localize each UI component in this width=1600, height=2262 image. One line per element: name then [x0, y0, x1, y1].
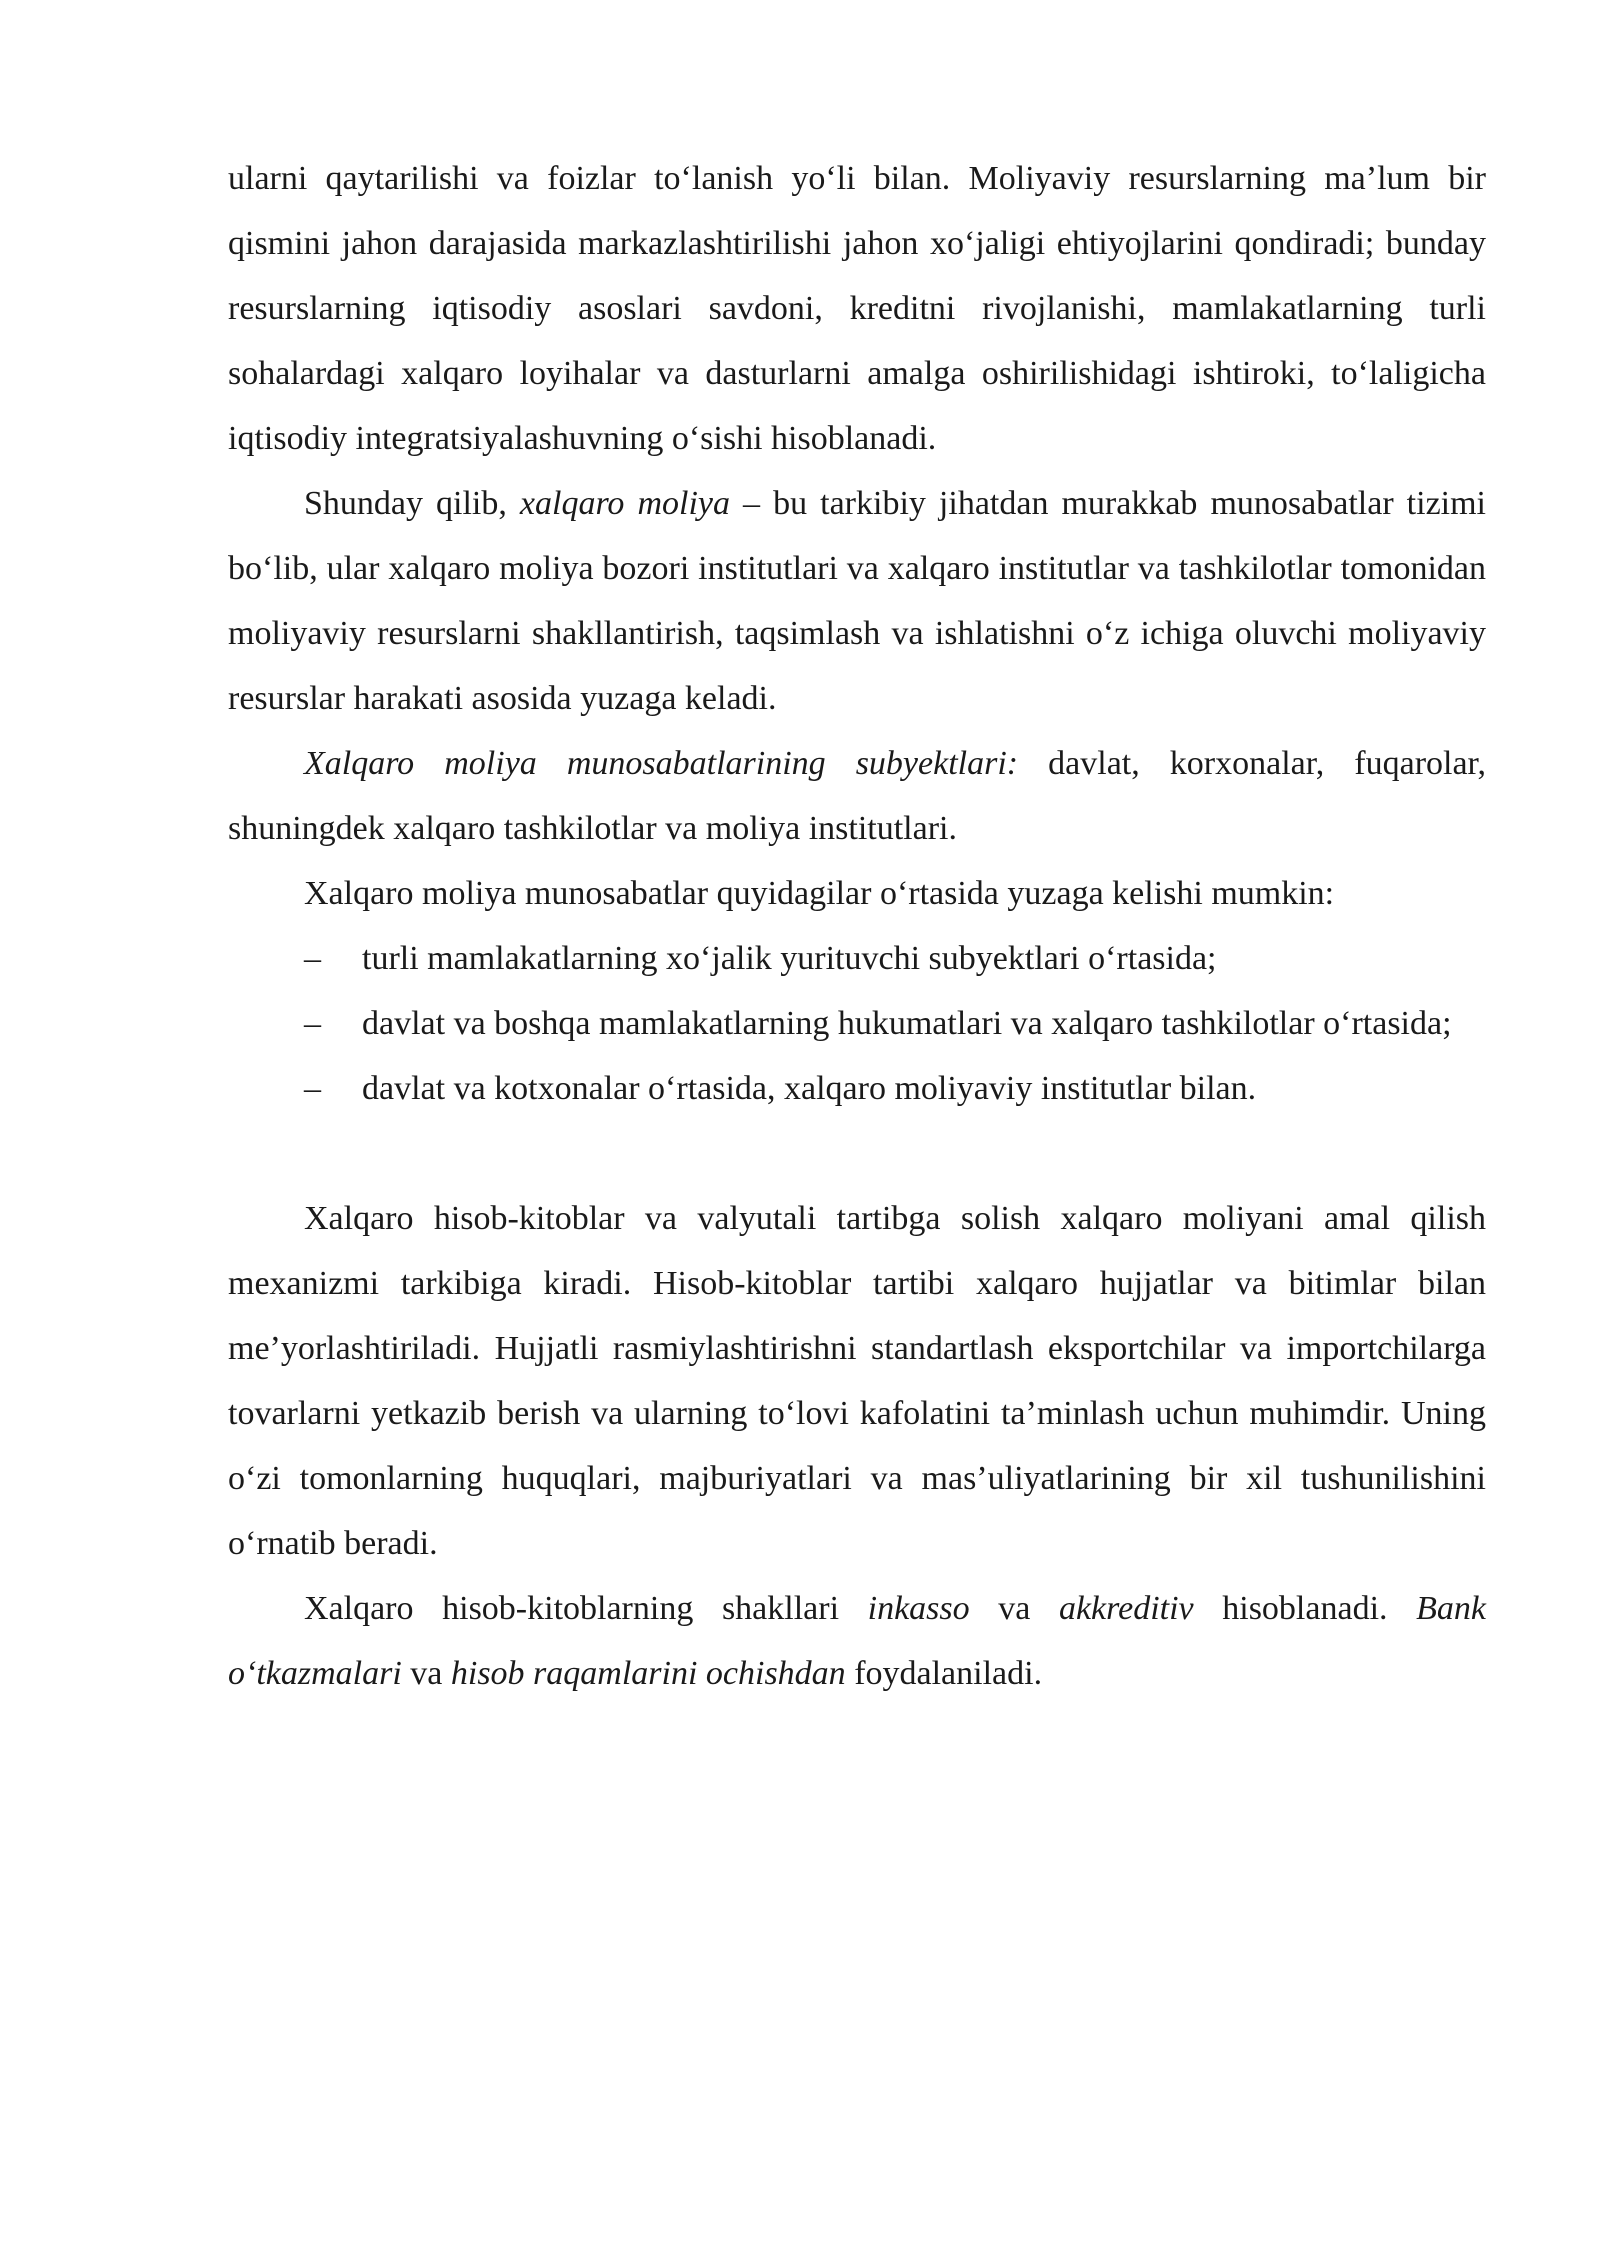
forms-connector: va: [969, 1590, 1059, 1627]
paragraph-subjects: [228, 731, 1486, 861]
term-inkasso: inkasso: [867, 1590, 970, 1627]
list-item-text: turli mamlakatlarning xo‘jalik yurituvchi subyektlari o‘rtasida;: [362, 940, 1217, 977]
paragraph-list-intro: Xalqaro moliya munosabatlar quyidagilar o‘rtasida yuzaga kelishi mumkin:: [304, 875, 1335, 912]
definition-term: xalqaro moliya: [519, 485, 731, 522]
forms-lead-text: Xalqaro hisob-kitoblarning shakllari: [304, 1590, 868, 1627]
paragraph-settlement-forms: [228, 1576, 1486, 1706]
forms-connector: va: [401, 1655, 451, 1692]
paragraph-spacer: [228, 1121, 1486, 1186]
term-akkreditiv: akkreditiv: [1058, 1590, 1194, 1627]
list-item: [228, 991, 1486, 1056]
list-item-text: davlat va kotxonalar o‘rtasida, xalqaro moliyaviy institutlar bilan.: [362, 1070, 1257, 1107]
document-body: [228, 146, 1486, 1706]
list-item: [228, 1056, 1486, 1121]
paragraph-continuation: ularni qaytarilishi va foizlar to‘lanish yo‘li bilan. Moliyaviy resurslarning ma’lum bir qismini jahon darajasida markazlashtirilishi jahon xo‘jaligi ehtiyojlarini qondiradi; bunday resurslarning iqtisodiy asoslari savdoni, kreditni rivojlanishi, mamlakatlarning turli sohalardagi xalqaro loyihalar va dasturlarni amalga oshirilishidagi ishtiroki, to‘laligicha iqtisodiy integratsiyalashuvning o‘sishi hisoblanadi.: [228, 160, 1486, 457]
subjects-body-text: davlat, korxonalar, fuqarolar, shuningdek xalqaro tashkilotlar va moliya institutlari.: [228, 745, 1487, 847]
list-item-text: davlat va boshqa mamlakatlarning hukumatlari va xalqaro tashkilotlar o‘rtasida;: [362, 1005, 1452, 1042]
forms-connector: hisoblanadi.: [1193, 1590, 1417, 1627]
dash-bullet: –: [304, 1005, 321, 1042]
forms-closing-text: foydalaniladi.: [845, 1655, 1043, 1692]
dash-bullet: –: [304, 940, 321, 977]
definition-body-text: – bu tarkibiy jihatdan murakkab munosabatlar tizimi bo‘lib, ular xalqaro moliya bozori institutlari va xalqaro institutlar va tashkilotlar tomonidan moliyaviy resurslarni shakllantirish, taqsimlash va ishlatishni o‘z ichiga oluvchi moliyaviy resurslar harakati asosida yuzaga keladi.: [228, 485, 1486, 717]
definition-lead-text: Shunday qilib,: [304, 485, 520, 522]
dash-bullet: –: [304, 1070, 321, 1107]
list-item: [228, 926, 1486, 991]
paragraph-settlements: Xalqaro hisob-kitoblar va valyutali tartibga solish xalqaro moliyani amal qilish mexanizmi tarkibiga kiradi. Hisob-kitoblar tartibi xalqaro hujjatlar va bitimlar bilan me’yorlashtiriladi. Hujjatli rasmiylashtirishni standartlash eksportchilar va importchilarga tovarlarni yetkazib berish va ularning to‘lovi kafolatini ta’minlash uchun muhimdir. Uning o‘zi tomonlarning huquqlari, majburiyatlari va mas’uliyatlarining bir xil tushunilishini o‘rnatib beradi.: [228, 1200, 1486, 1562]
subjects-term: Xalqaro moliya munosabatlarining subyektlari:: [304, 745, 1019, 782]
term-bank-transfers: Bank o‘tkazmalari: [228, 1590, 1486, 1692]
term-account-opening: hisob raqamlarini ochishdan: [450, 1655, 846, 1692]
paragraph-definition: [228, 471, 1486, 731]
